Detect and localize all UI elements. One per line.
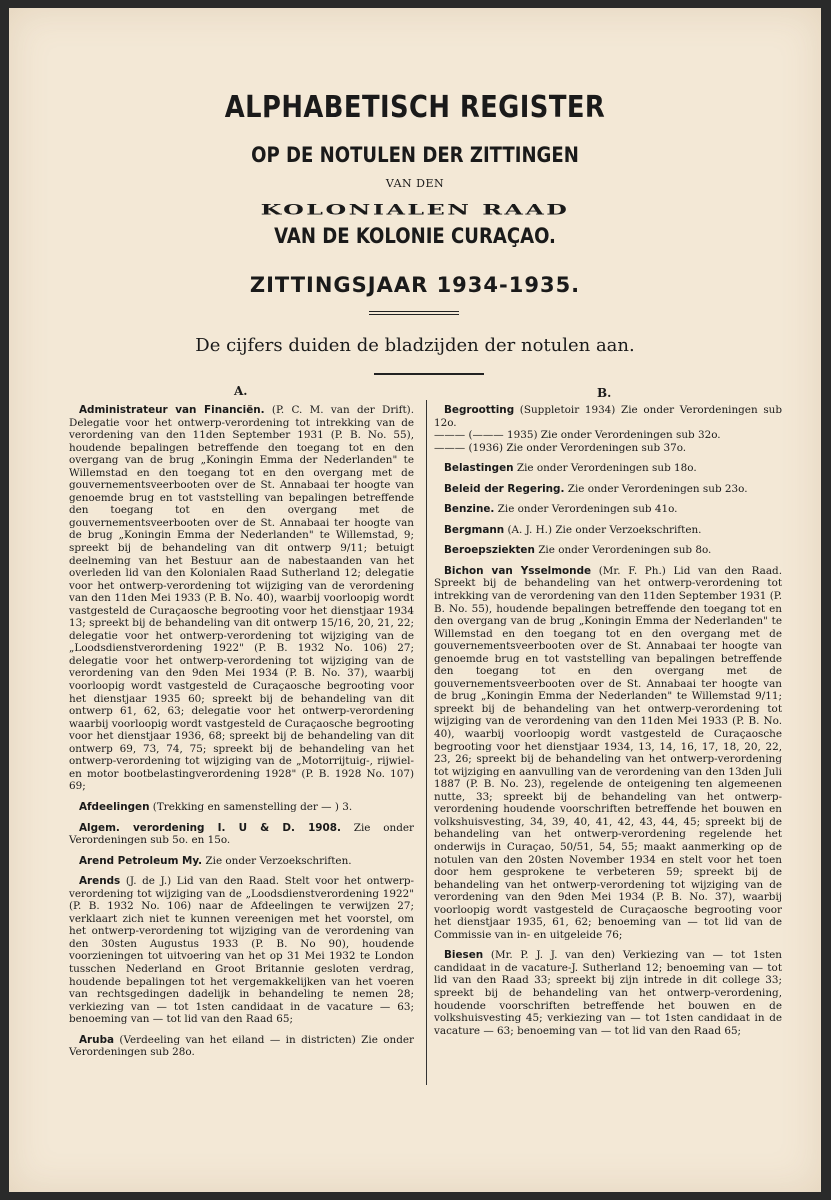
entry-term: Arends bbox=[79, 875, 121, 888]
entry-text: (J. de J.) Lid van den Raad. Stelt voor het ontwerp-verordening tot wijziging van de „Loodsdienstverordening 1922" (P. B. 1932 No. 106) naar de Afdeelingen te verwijzen 27; verklaart zich niet te kunnen vereenigen met het voorstel, om het ontwerp-verordening tot wijziging van de verordening van den 30sten Augustus 1933 (P. B. No 90), houdende voorzieningen tot uitvoering van het op 31 Mei 1932 te London tusschen Nederland en Groot Britannie gesloten verdrag, houdende bepalingen tot het vergemakkelijken van het voeren van rechtsgedingen dadelijk in behandeling te nemen 28; verkiezing van — tot 1sten candidaat in de vacature — 63; benoeming van — tot lid van den Raad 65; bbox=[69, 875, 414, 1026]
register-entry bbox=[434, 404, 782, 454]
entry-term: Biesen bbox=[444, 949, 484, 962]
entry-term: Benzine. bbox=[444, 503, 495, 516]
entry-term: Bergmann bbox=[444, 523, 505, 536]
entry-term: Administrateur van Financiën. bbox=[79, 404, 265, 416]
entry-text: (A. J. H.) Zie onder Verzoekschriften. bbox=[504, 523, 702, 536]
register-entry bbox=[434, 524, 782, 537]
column-divider bbox=[426, 400, 427, 1085]
entry-text: (Mr. F. Ph.) Lid van den Raad. Spreekt bij de behandeling van het ontwerp-verordening tot intrekking van de verordening van den 11den September 1931 (P. B. No. 55), houdende bepalingen betreffende den toegang tot en den overgang van de brug „Koningin Emma der Nederlanden" te Willemstad en den toegang tot en den overgang met de gouvernementsveerbooten over de St. Annabaai ter hoogte van genoemde brug en tot vaststelling van bepalingen betreffende den toegang tot en den overgang met de gouvernementsveerbooten over de St. Annabaai ter hoogte van de brug „Koningin Emma der Nederlanden" te Willemstad 9/11; spreekt bij de behandeling van het ontwerp-verordening tot wijziging van de verordening van den 11den Mei 1933 (P. B. No. 40), waarbij voorloopig wordt vastgesteld de Curaçaosche begrooting voor het dienstjaar 1934, 13, 14, 16, 17, 18, 20, 22, 23, 26; spreekt bij de behandeling van het ontwerp-verordening tot wijziging en aanvulling van de verordening van den 13den Juli 1887 (P. B. No. 23), regelende de onteigening ten algemeenen nutte, 33; spreekt bij de behandeling van het ontwerp-verordening houdende voorschriften betreffende het bouwen en volkshuisvesting, 34, 39, 40, 41, 42, 43, 44, 45; spreekt bij de behandeling van het ontwerp-verordening regelende het onderwijs in Curaçao, 50/51, 54, 55; maakt aanmerking op de notulen van den 20sten November 1934 en stelt voor het toen door hem gesprokene te verbeteren 59; spreekt bij de behandeling van het ontwerp-verordening tot wijziging van de verordening van den 9den Mei 1934 (P. B. No. 37), waarbij voorloopig wordt vastgesteld de Curaçaosche begrooting voor het dienstjaar 1935, 61, 62; benoeming van — tot lid van de Commissie van in- en uitgeleide 76; bbox=[434, 564, 783, 941]
title-kolonialen-raad: KOLONIALEN RAAD bbox=[260, 201, 570, 219]
subtitle-cijfers: De cijfers duiden de bladzijden der notulen aan. bbox=[195, 335, 635, 356]
entry-term: Beleid der Regering. bbox=[444, 482, 565, 495]
entry-text: Zie onder Verzoekschriften. bbox=[202, 854, 352, 867]
entry-term: Bichon van Ysselmonde bbox=[444, 564, 592, 577]
entry-text: (Trekking en samenstelling der — ) 3. bbox=[149, 800, 353, 813]
register-entry bbox=[434, 462, 782, 475]
column-a bbox=[69, 404, 414, 1067]
register-entry bbox=[69, 875, 414, 1026]
entry-text: Zie onder Verordeningen sub 41o. bbox=[494, 503, 678, 516]
register-entry bbox=[69, 1034, 414, 1059]
entry-term: Algem. verordening I. U & D. 1908. bbox=[79, 821, 341, 834]
entry-term: Aruba bbox=[79, 1033, 115, 1046]
column-b bbox=[434, 404, 782, 1045]
register-entry bbox=[434, 565, 782, 941]
title-notulen: OP DE NOTULEN DER ZITTINGEN bbox=[251, 143, 579, 167]
title-zittingsjaar: ZITTINGSJAAR 1934-1935. bbox=[249, 273, 581, 297]
title-kolonie-curacao: VAN DE KOLONIE CURAÇAO. bbox=[274, 224, 556, 248]
entry-term: Begrootting bbox=[444, 404, 515, 416]
column-b-heading: B. bbox=[597, 386, 612, 400]
entry-text: (Verdeeling van het eiland — in districten) Zie onder Verordeningen sub 28o. bbox=[69, 1033, 414, 1059]
title-van-den: VAN DEN bbox=[385, 177, 445, 190]
register-entry bbox=[434, 544, 782, 557]
entry-text: Zie onder Verordeningen sub 18o. bbox=[513, 462, 697, 475]
entry-text: Zie onder Verordeningen sub 8o. bbox=[534, 544, 712, 557]
entry-text: (Suppletoir 1934) Zie onder Verordeningen sub 12o. ——— (——— 1935) Zie onder Verordeningen sub 32o. ——— (1936) Zie onder Verordeningen sub 37o. bbox=[434, 404, 782, 454]
entry-term: Afdeelingen bbox=[79, 800, 150, 813]
title-alphabetisch-register: ALPHABETISCH REGISTER bbox=[224, 90, 606, 125]
register-entry bbox=[69, 801, 414, 814]
double-rule bbox=[369, 311, 459, 315]
register-entry bbox=[69, 822, 414, 847]
entry-text: Zie onder Verordeningen sub 5o. en 15o. bbox=[69, 821, 414, 847]
subtitle-rule bbox=[374, 373, 484, 375]
register-entry bbox=[434, 949, 782, 1037]
entry-term: Arend Petroleum My. bbox=[79, 854, 203, 867]
entry-text: Zie onder Verordeningen sub 23o. bbox=[564, 482, 748, 495]
entry-text: (P. C. M. van der Drift). Delegatie voor het ontwerp-verordening tot intrekking van de verordening van den 11den September 1931 (P. B. No. 55), houdende bepalingen betreffende den toegang tot en den overgang van de brug „Koningin Emma der Nederlanden" te Willemstad en den toegang tot en den overgang met de gouvernementsveerbooten over de St. Annabaai ter hoogte van genoemde brug en tot vaststelling van bepalingen betreffende den toegang tot en den overgang met de gouvernementsveerbooten over de St. Annabaai ter hoogte van de brug „Koningin Emma der Nederlanden" te Willemstad, 9; spreekt bij de behandeling van dit ontwerp 9/11; betuigt deelneming van het Bestuur aan de nabestaanden van het overleden lid van den Kolonialen Raad Sutherland 12; delegatie voor het ontwerp-verordening tot wijziging van de verordening van den 11den Mei 1933 (P. B. No. 40), waarbij voorloopig wordt vastgesteld de Curaçaosche begrooting voor het dienstjaar 1934 13; spreekt bij de behandeling van dit ontwerp 15/16, 20, 21, 22; delegatie voor het ontwerp-verordening tot wijziging van de „Loodsdienstverordening 1922" (P. B. 1932 No. 106) 27; delegatie voor het ontwerp-verordening tot wijziging van de verordening van den 9den Mei 1934 (P. B. No. 37), waarbij voorloopig wordt vastgesteld de Curaçaosche begrooting voor het dienstjaar 1935 60; spreekt bij de behandeling van dit ontwerp 61, 62, 63; delegatie voor het ontwerp-verordening waarbij voorloopig wordt vastgesteld de Curaçaosche begrooting voor het dienstjaar 1936, 68; spreekt bij de behandeling van dit ontwerp 69, 73, 74, 75; spreekt bij de behandeling van het ontwerp-verordening tot wijziging van de „Motorrijtuig-, rijwiel- en motor bootbelastingverordening 1928" (P. B. 1928 No. 107) 69; bbox=[69, 404, 414, 793]
register-entry bbox=[434, 503, 782, 516]
column-a-heading: A. bbox=[234, 384, 248, 398]
register-entry bbox=[69, 855, 414, 868]
entry-term: Beroepsziekten bbox=[444, 544, 535, 557]
register-entry bbox=[69, 404, 414, 793]
document-page bbox=[9, 8, 821, 1192]
entry-text: (Mr. P. J. J. van den) Verkiezing van — tot 1sten candidaat in de vacature-J. Sutherland 12; benoeming van — tot lid van den Raad 33; spreekt bij zijn intrede in dit college 33; spreekt bij de behandeling van het ontwerp-verordening, houdende voorschriften betreffende het bouwen en de volkshuisvesting 45; verkiezing van — tot 1sten candidaat in de vacature — 63; benoeming van — tot lid van den Raad 65; bbox=[434, 949, 782, 1037]
entry-term: Belastingen bbox=[444, 462, 514, 475]
register-entry bbox=[434, 483, 782, 496]
